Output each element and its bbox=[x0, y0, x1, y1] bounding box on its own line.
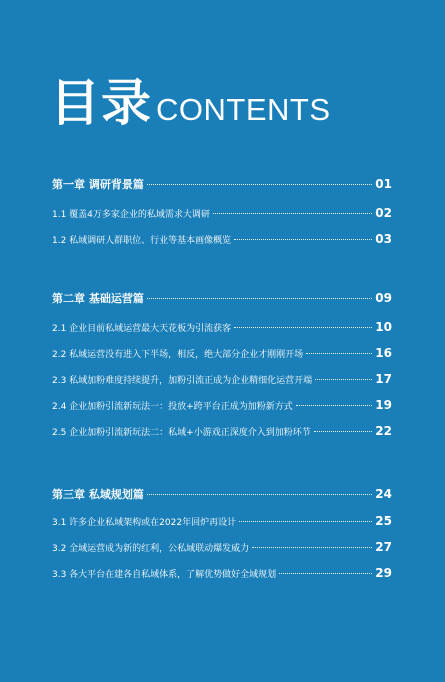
item-page-number: 03 bbox=[375, 232, 392, 246]
chapter-page-number: 09 bbox=[375, 291, 392, 305]
item-page-number: 17 bbox=[375, 372, 392, 386]
dot-leader bbox=[234, 327, 372, 328]
chapter-label: 第二章 基础运营篇 bbox=[52, 292, 144, 305]
dot-leader bbox=[296, 405, 373, 406]
chapter-page-number: 01 bbox=[375, 177, 392, 191]
toc-item-2-2[interactable] bbox=[52, 346, 392, 360]
item-page-number: 29 bbox=[375, 566, 392, 580]
chapter-page-number: 24 bbox=[375, 487, 392, 501]
item-label: 3.2 全域运营成为新的红利，公私域联动爆发威力 bbox=[52, 544, 250, 554]
item-page-number: 10 bbox=[375, 320, 392, 334]
item-page-number: 27 bbox=[375, 540, 392, 554]
dot-leader bbox=[314, 431, 373, 432]
dot-leader bbox=[147, 298, 372, 299]
toc-item-3-3[interactable] bbox=[52, 566, 392, 580]
item-label: 3.1 许多企业私域架构或在2022年回炉再设计 bbox=[52, 518, 237, 528]
toc-chapter-2[interactable] bbox=[52, 290, 392, 306]
item-page-number: 22 bbox=[375, 424, 392, 438]
dot-leader bbox=[213, 213, 372, 214]
dot-leader bbox=[234, 239, 372, 240]
item-label: 2.4 企业加粉引流新玩法一：投放+跨平台正成为加粉新方式 bbox=[52, 402, 293, 412]
item-label: 2.3 私域加粉难度持续提升，加粉引流正成为企业精细化运营开端 bbox=[52, 376, 313, 386]
dot-leader bbox=[306, 353, 372, 354]
item-label: 2.1 企业目前私域运营最大天花板为引流获客 bbox=[52, 324, 232, 334]
item-page-number: 02 bbox=[375, 206, 392, 220]
toc-item-1-1[interactable] bbox=[52, 206, 392, 220]
toc-chapter-3[interactable] bbox=[52, 486, 392, 502]
dot-leader bbox=[315, 379, 372, 380]
item-label: 1.2 私域调研人群职位、行业等基本画像概览 bbox=[52, 236, 232, 246]
toc-item-1-2[interactable] bbox=[52, 232, 392, 246]
toc-item-2-5[interactable] bbox=[52, 424, 392, 438]
dot-leader bbox=[252, 547, 372, 548]
item-page-number: 25 bbox=[375, 514, 392, 528]
toc-chapter-1[interactable] bbox=[52, 176, 392, 192]
item-label: 3.3 各大平台在建各自私域体系，了解优势做好全域规划 bbox=[52, 570, 277, 580]
item-page-number: 16 bbox=[375, 346, 392, 360]
item-page-number: 19 bbox=[375, 398, 392, 412]
toc-item-2-1[interactable] bbox=[52, 320, 392, 334]
chapter-label: 第一章 调研背景篇 bbox=[52, 178, 144, 191]
item-label: 2.2 私域运营没有进入下半场，相反，绝大部分企业才刚刚开场 bbox=[52, 350, 304, 360]
item-label: 1.1 覆盖4万多家企业的私域需求大调研 bbox=[52, 210, 210, 220]
title-english: CONTENTS bbox=[156, 92, 331, 127]
dot-leader bbox=[147, 184, 372, 185]
dot-leader bbox=[239, 521, 372, 522]
dot-leader bbox=[279, 573, 372, 574]
dot-leader bbox=[147, 494, 372, 495]
toc-item-2-3[interactable] bbox=[52, 372, 392, 386]
item-label: 2.5 企业加粉引流新玩法二：私域+小游戏正深度介入到加粉环节 bbox=[52, 428, 311, 438]
chapter-label: 第三章 私域规划篇 bbox=[52, 488, 144, 501]
toc-item-3-1[interactable] bbox=[52, 514, 392, 528]
page-title bbox=[50, 74, 331, 132]
title-chinese: 目录 bbox=[50, 74, 152, 132]
toc-item-2-4[interactable] bbox=[52, 398, 392, 412]
toc-item-3-2[interactable] bbox=[52, 540, 392, 554]
